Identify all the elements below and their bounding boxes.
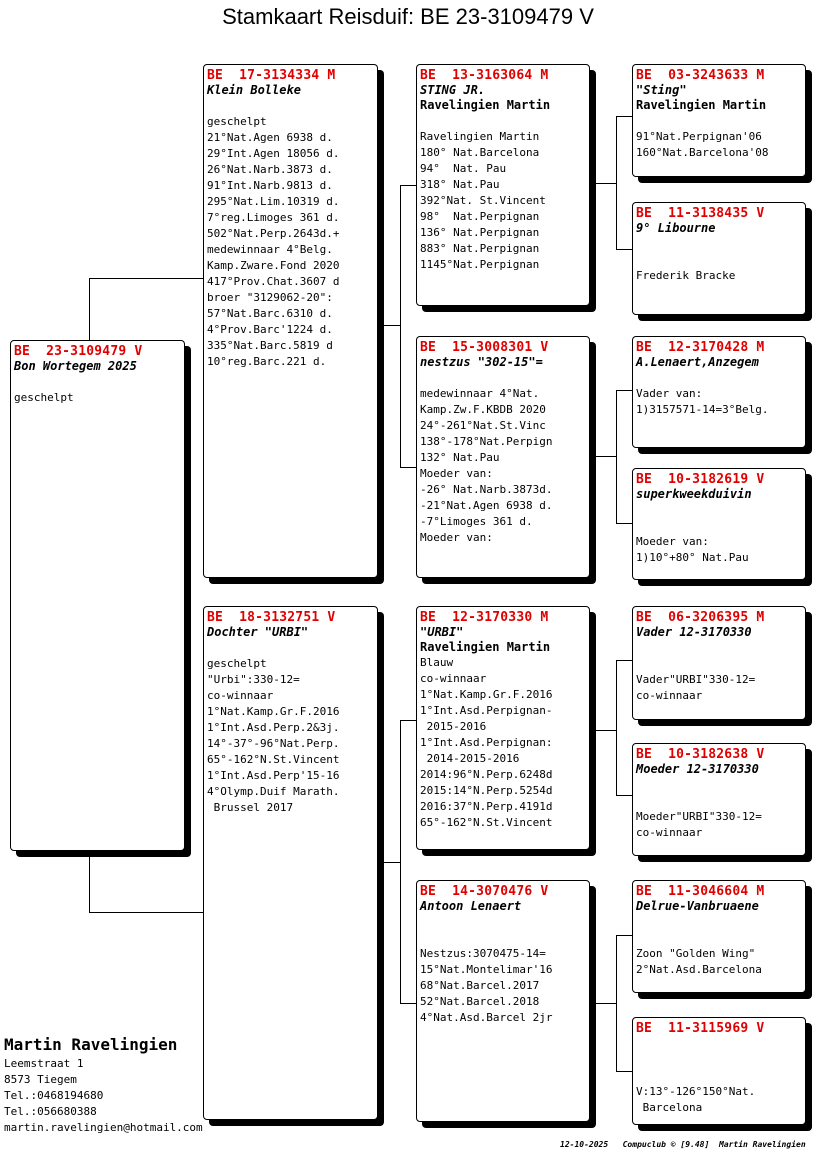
pigeon-info: Blauw co-winnaar 1°Nat.Kamp.Gr.F.2016 1°Int.Asd.Perpignan- 2015-2016 1°Int.Asd.Perpignan: 2014-2015-2016 2014:96°N.Perp.6248d 2015:14°N.Perp.5254d 2016:37°N.Perp.4191d 65°-162°N.St.Vincent xyxy=(420,656,553,829)
pigeon-name: Vader 12-3170330 xyxy=(636,625,752,639)
pigeon-owner: Ravelingien Martin xyxy=(420,640,551,654)
pigeon-name: Antoon Lenaert xyxy=(420,899,522,913)
pigeon-card-fmf[interactable] xyxy=(632,336,806,448)
connector xyxy=(616,660,633,661)
pigeon-info: geschelpt xyxy=(14,391,74,404)
breeder-city: 8573 Tiegem xyxy=(4,1073,77,1086)
footer-credit: 12-10-2025 Compuclub © [9.48] Martin Ravelingien xyxy=(560,1140,806,1149)
connector xyxy=(616,390,633,391)
connector xyxy=(590,183,616,184)
pigeon-card-mmm[interactable] xyxy=(632,1017,806,1125)
pigeon-info: geschelpt "Urbi":330-12= co-winnaar 1°Nat.Kamp.Gr.F.2016 1°Int.Asd.Perp.2&3j. 14°-37°-96°Nat.Perp. 65°-162°N.St.Vincent 1°Int.Asd.Perp'15-16 4°Olymp.Duif Marath. Brussel 2017 xyxy=(207,657,340,814)
ring-number: BE 17-3134334 M xyxy=(207,68,336,83)
pigeon-card-paternal-grandmother[interactable] xyxy=(416,336,590,578)
pigeon-info: medewinnaar 4°Nat. Kamp.Zw.F.KBDB 2020 24°-261°Nat.St.Vinc 138°-178°Nat.Perpign 132° Nat.Pau Moeder van: -26° Nat.Narb.3873d. -21°Nat.Agen 6938 d. -7°Limoges 361 d. Moeder van: xyxy=(420,387,553,544)
pigeon-name: Moeder 12-3170330 xyxy=(636,762,759,776)
pigeon-name: STING JR. xyxy=(420,83,486,97)
ring-number: BE 12-3170428 M xyxy=(636,340,765,355)
pigeon-name: superkweekduivin xyxy=(636,487,752,501)
ring-number: BE 11-3046604 M xyxy=(636,884,765,899)
ring-number: BE 13-3163064 M xyxy=(420,68,549,83)
connector xyxy=(616,795,633,796)
pigeon-name: "URBI" xyxy=(420,625,464,639)
connector xyxy=(616,935,633,936)
pigeon-card-mmf[interactable] xyxy=(632,880,806,993)
connector xyxy=(89,278,204,279)
pigeon-name: Klein Bolleke xyxy=(207,83,301,97)
connector xyxy=(590,730,616,731)
connector xyxy=(616,249,633,250)
connector xyxy=(616,935,617,1071)
pigeon-card-father[interactable] xyxy=(203,64,378,578)
connector xyxy=(616,116,633,117)
ring-number: BE 18-3132751 V xyxy=(207,610,336,625)
pigeon-name: Bon Wortegem 2025 xyxy=(14,359,137,373)
ring-number: BE 03-3243633 M xyxy=(636,68,765,83)
connector xyxy=(400,185,401,467)
ring-number: BE 10-3182638 V xyxy=(636,747,765,762)
connector xyxy=(616,116,617,249)
connector xyxy=(400,467,417,468)
connector xyxy=(616,1071,633,1072)
pigeon-card-mff[interactable] xyxy=(632,606,806,720)
connector xyxy=(378,862,400,863)
pigeon-name: 9° Libourne xyxy=(636,221,716,235)
breeder-street: Leemstraat 1 xyxy=(4,1057,84,1070)
pigeon-owner: Ravelingien Martin xyxy=(636,98,767,112)
pigeon-info: Nestzus:3070475-14= 15°Nat.Montelimar'16 68°Nat.Barcel.2017 52°Nat.Barcel.2018 4°Nat.Asd.Barcel 2jr xyxy=(420,947,553,1024)
pigeon-info: Frederik Bracke xyxy=(636,269,736,282)
pigeon-card-paternal-grandfather[interactable] xyxy=(416,64,590,306)
ring-number: BE 23-3109479 V xyxy=(14,344,143,359)
pigeon-name: Dochter "URBI" xyxy=(207,625,309,639)
pigeon-name: A.Lenaert,Anzegem xyxy=(636,355,759,369)
pigeon-card-ffm[interactable] xyxy=(632,202,806,315)
pigeon-info: Vader"URBI"330-12= co-winnaar xyxy=(636,673,756,702)
pigeon-card-maternal-grandmother[interactable] xyxy=(416,880,590,1122)
pigeon-card-mfm[interactable] xyxy=(632,743,806,856)
pigeon-card-mother[interactable] xyxy=(203,606,378,1120)
pigeon-name: nestzus "302-15"= xyxy=(420,355,543,369)
ring-number: BE 12-3170330 M xyxy=(420,610,549,625)
breeder-contact xyxy=(4,1034,203,1136)
connector xyxy=(378,325,400,326)
connector xyxy=(616,390,617,523)
pigeon-info: Vader van: 1)3157571-14=3°Belg. xyxy=(636,387,769,416)
pigeon-info: Moeder van: 1)10°+80° Nat.Pau xyxy=(636,535,749,564)
breeder-phone: Tel.:0468194680 xyxy=(4,1089,104,1102)
pigeon-info: Zoon "Golden Wing" 2°Nat.Asd.Barcelona xyxy=(636,947,762,976)
pigeon-info: Moeder"URBI"330-12= co-winnaar xyxy=(636,810,762,839)
connector xyxy=(400,1003,417,1004)
connector xyxy=(89,278,90,341)
pigeon-name: Delrue-Vanbruaene xyxy=(636,899,759,913)
pigeon-name: "Sting" xyxy=(636,83,687,97)
pigeon-card-maternal-grandfather[interactable] xyxy=(416,606,590,850)
connector xyxy=(400,185,417,186)
breeder-phone: Tel.:056680388 xyxy=(4,1105,97,1118)
page-title: Stamkaart Reisduif: BE 23-3109479 V xyxy=(222,4,594,29)
ring-number: BE 06-3206395 M xyxy=(636,610,765,625)
breeder-name: Martin Ravelingien xyxy=(4,1035,178,1054)
pigeon-card-fff[interactable] xyxy=(632,64,806,177)
ring-number: BE 10-3182619 V xyxy=(636,472,765,487)
connector xyxy=(89,850,90,913)
connector xyxy=(616,523,633,524)
connector xyxy=(590,1003,616,1004)
connector xyxy=(616,660,617,795)
connector xyxy=(89,912,204,913)
pigeon-info: Ravelingien Martin 180° Nat.Barcelona 94° Nat. Pau 318° Nat.Pau 392°Nat. St.Vincent 98° Nat.Perpignan 136° Nat.Perpignan 883° Nat.Perpignan 1145°Nat.Perpignan xyxy=(420,130,546,271)
pigeon-info: V:13°-126°150°Nat. Barcelona xyxy=(636,1085,756,1114)
ring-number: BE 14-3070476 V xyxy=(420,884,549,899)
ring-number: BE 11-3138435 V xyxy=(636,206,765,221)
breeder-email[interactable]: martin.ravelingien@hotmail.com xyxy=(4,1121,203,1134)
pigeon-info: 91°Nat.Perpignan'06 160°Nat.Barcelona'08 xyxy=(636,130,769,159)
ring-number: BE 15-3008301 V xyxy=(420,340,549,355)
pigeon-info: geschelpt 21°Nat.Agen 6938 d. 29°Int.Agen 18056 d. 26°Nat.Narb.3873 d. 91°Int.Narb.9813 d. 295°Nat.Lim.10319 d. 7°reg.Limoges 361 d. 502°Nat.Perp.2643d.+ medewinnaar 4°Belg. Kamp.Zware.Fond 2020 417°Prov.Chat.3607 d broer "3129062-20": 57°Nat.Barc.6310 d. 4°Prov.Barc'1224 d. 335°Nat.Barc.5819 d 10°reg.Barc.221 d. xyxy=(207,115,340,368)
connector xyxy=(400,720,401,1003)
connector xyxy=(590,456,616,457)
pigeon-card-subject[interactable] xyxy=(10,340,185,851)
pigeon-owner: Ravelingien Martin xyxy=(420,98,551,112)
pigeon-card-fmm[interactable] xyxy=(632,468,806,580)
connector xyxy=(400,720,417,721)
ring-number: BE 11-3115969 V xyxy=(636,1021,765,1036)
